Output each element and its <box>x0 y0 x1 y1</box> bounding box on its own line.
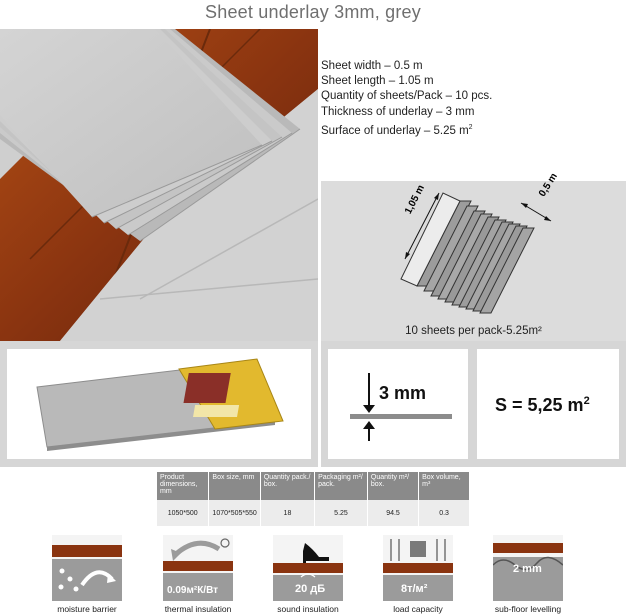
spec-table <box>157 472 470 526</box>
table-header-cell: Product dimensions, mm <box>157 472 209 500</box>
spec-thickness: Thickness of underlay – 3 mm <box>321 105 475 118</box>
feature-label-levelling: sub-floor levelling <box>494 604 562 614</box>
table-cell: 94.5 <box>367 500 418 526</box>
metrics-panel <box>321 341 626 467</box>
feature-label-load: load capacity <box>393 604 443 614</box>
spec-width: Sheet width – 0.5 m <box>321 60 423 72</box>
table-cell: 0.3 <box>419 500 470 526</box>
levelling-badge: 2 mm <box>513 563 542 575</box>
spec-quantity: Quantity of sheets/Pack – 10 pcs. <box>321 90 493 103</box>
table-row <box>157 500 470 526</box>
page-title: Sheet underlay 3mm, grey <box>205 2 421 22</box>
spec-length: Sheet length – 1.05 m <box>321 75 434 88</box>
feature-label-thermal: thermal insulation <box>164 604 232 614</box>
area-value <box>495 395 590 416</box>
product-photo <box>0 29 318 341</box>
spec-surface <box>321 120 621 139</box>
width-dimension-label: 0,5 m <box>537 171 560 199</box>
snow-sun-icon <box>163 535 233 601</box>
heel-icon <box>273 535 343 601</box>
thickness-value: 3 mm <box>379 383 427 403</box>
table-cell: 5.25 <box>315 500 368 526</box>
sound-badge: 20 дБ <box>295 583 326 595</box>
thickness-box <box>328 349 468 459</box>
pack-diagram <box>321 171 626 341</box>
table-cell: 1070*505*550 <box>209 500 260 526</box>
load-badge: 8т/м² <box>401 583 428 595</box>
feature-label-moisture: moisture barrier <box>57 604 117 614</box>
sheet-stack-illustration <box>321 181 626 321</box>
package-photo <box>7 349 311 459</box>
spec-list <box>321 59 621 139</box>
package-panel <box>0 341 318 467</box>
table-cell: 18 <box>260 500 314 526</box>
weight-icon <box>383 535 453 601</box>
spec-surface-sup: 2 <box>468 123 473 131</box>
diagram-caption: 10 sheets per pack-5.25m² <box>405 325 542 337</box>
feature-label-sound: sound insulation <box>277 604 339 614</box>
table-header-cell: Quantity m²/ box. <box>367 472 418 500</box>
table-cell: 1050*500 <box>157 500 209 526</box>
area-box <box>477 349 619 459</box>
area-value-sup: 2 <box>583 395 590 407</box>
spec-surface-text: Surface of underlay – 5.25 m <box>321 124 469 137</box>
table-header-row <box>157 472 470 500</box>
levelling-icon <box>493 535 563 601</box>
thermal-badge: 0.09м²К/Вт <box>167 585 219 596</box>
water-drops-icon <box>52 535 122 601</box>
table-header-cell: Box volume, m³ <box>419 472 470 500</box>
table-header-cell: Quantity pack./ box. <box>260 472 314 500</box>
length-dimension-label: 1,05 m <box>403 183 427 216</box>
area-value-text: S = 5,25 m <box>495 395 584 415</box>
table-header-cell: Packaging m²/ pack. <box>315 472 368 500</box>
table-header-cell: Box size, mm <box>209 472 260 500</box>
